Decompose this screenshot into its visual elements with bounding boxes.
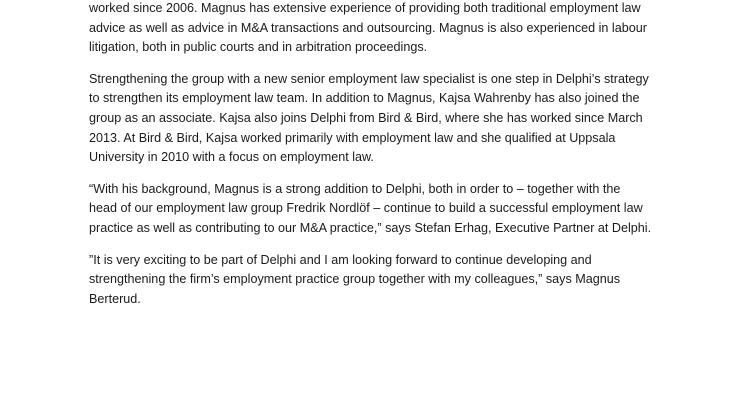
text-line: litigation, both in public courts and in arbitration proceedings. <box>89 40 428 55</box>
text-line: worked since 2006. Magnus has extensive experience of providing both traditional employment law <box>89 1 641 15</box>
paragraph-magnus-experience <box>89 0 669 58</box>
text-line: “With his background, Magnus is a strong addition to Delphi, both in order to – together with the <box>89 181 621 196</box>
text-line: strengthening the firm’s employment practice group together with my colleagues,” says Magnus <box>89 272 621 287</box>
text-line: ”It is very exciting to be part of Delphi and I am looking forward to continue developing and <box>89 252 592 267</box>
text-line: Strengthening the group with a new senior employment law specialist is one step in Delphi’s strategy <box>89 71 649 86</box>
paragraph-erhag-quote <box>89 180 669 239</box>
text-line: University in 2010 with a focus on employment law. <box>89 150 374 165</box>
text-line: practice as well as contributing to our M&A practice,” says Stefan Erhag, Executive Partner at Delphi. <box>89 220 652 235</box>
document-body <box>89 0 669 321</box>
text-line: group as an associate. Kajsa also joins Delphi from Bird & Bird, where she has worked since March <box>89 110 643 125</box>
paragraph-strategy <box>89 70 669 168</box>
text-line: Berterud. <box>89 291 141 306</box>
text-line: to strengthen its employment law team. In addition to Magnus, Kajsa Wahrenby has also joined the <box>89 91 640 106</box>
paragraph-berterud-quote <box>89 251 669 310</box>
text-line: head of our employment law group Fredrik Nordlöf – continue to build a successful employment law <box>89 201 643 216</box>
text-line: 2013. At Bird & Bird, Kajsa worked primarily with employment law and she qualified at Uppsala <box>89 130 616 145</box>
text-line: advice as well as advice in M&A transactions and outsourcing. Magnus is also experienced in labour <box>89 20 647 35</box>
